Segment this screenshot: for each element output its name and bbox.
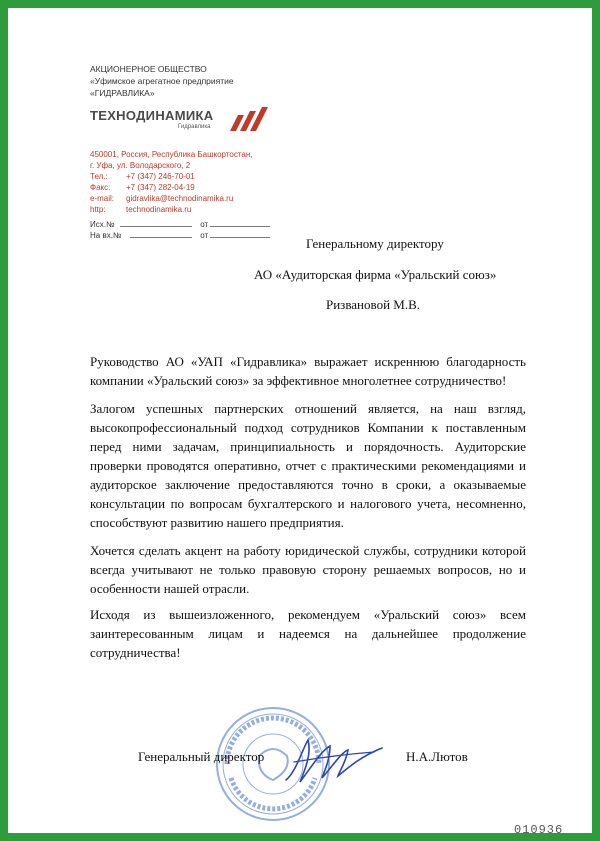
website-value: technodinamika.ru (126, 205, 192, 214)
outgoing-ref-label: Исх.№ (90, 220, 115, 229)
addressee-name: Ризвановой М.В. (326, 297, 421, 312)
fax-row (90, 183, 195, 192)
company-name-short: «ГИДРАВЛИКА» (90, 88, 155, 98)
brand-logo-icon (228, 105, 270, 131)
body-paragraph-2: Залогом успешных партнерских отношений является, на наш взгляд, высокопрофессиональный подход сотрудников Компании к поставленным перед ними задачам, принципиальность и порядочность. Аудиторские проверки проводятся оперативно, отчет с практическими рекомендациями и аудиторское заключение предоставляются точно в сроки, а оказываемые консультации по вопросам бухгалтерского и налогового учета, несомненно, способствуют развитию нашего предприятия. (90, 401, 526, 530)
incoming-ref-row (90, 229, 270, 240)
address-line-1: 450001, Россия, Республика Башкортостан, (90, 150, 253, 159)
brand-logo-text: ТЕХНОДИНАМИКА (90, 108, 214, 123)
website-row (90, 205, 191, 214)
outgoing-date-line (210, 218, 270, 227)
outgoing-ref-line (120, 218, 192, 227)
body-paragraph-4: Исходя из вышеизложенного, рекомендуем «Уральский союз» всем заинтересованным лицам и надеемся на дальнейшее продолжение сотрудничества! (90, 607, 526, 660)
brand-subtitle: Гидравлика (178, 124, 211, 130)
email-label: e-mail: (90, 194, 115, 203)
fax-value: +7 (347) 282-04-19 (126, 183, 195, 192)
incoming-ref-line (130, 229, 192, 238)
outgoing-ref-row (90, 218, 270, 229)
company-name-line: «Уфимское агрегатное предприятие (90, 76, 234, 86)
fax-label: Факс: (90, 183, 111, 192)
addressee-company: АО «Аудиторская фирма «Уральский союз» (254, 267, 497, 282)
body-paragraph-1: Руководство АО «УАП «Гидравлика» выражает искреннюю благодарность компании «Уральский союз» за эффективное многолетнее сотрудничество! (90, 354, 526, 388)
incoming-date-label: от (200, 231, 209, 240)
signatory-name: Н.А.Лютов (406, 749, 468, 764)
email-value: gidravlika@technodinamika.ru (126, 194, 234, 203)
address-line-2: г. Уфа, ул. Володарского, 2 (90, 161, 191, 170)
incoming-date-line (210, 229, 270, 238)
company-type: АКЦИОНЕРНОЕ ОБЩЕСТВО (90, 64, 207, 74)
addressee-position: Генеральному директору (306, 236, 444, 251)
phone-label: Тел.: (90, 172, 108, 181)
email-row (90, 194, 233, 203)
document-number: 010936 (514, 823, 564, 837)
incoming-ref-label: На вх.№ (90, 231, 122, 240)
phone-value: +7 (347) 246-70-01 (126, 172, 195, 181)
body-paragraph-3: Хочется сделать акцент на работу юридической службы, сотрудники которой всегда учитывают не только правовую сторону решаемых вопросов, но и особенности нашей отрасли. (90, 543, 526, 596)
phone-row (90, 172, 195, 181)
website-label: http: (90, 205, 106, 214)
signatory-title: Генеральный директор (138, 749, 265, 764)
handwritten-signature (278, 732, 388, 792)
outgoing-date-label: от (200, 220, 209, 229)
